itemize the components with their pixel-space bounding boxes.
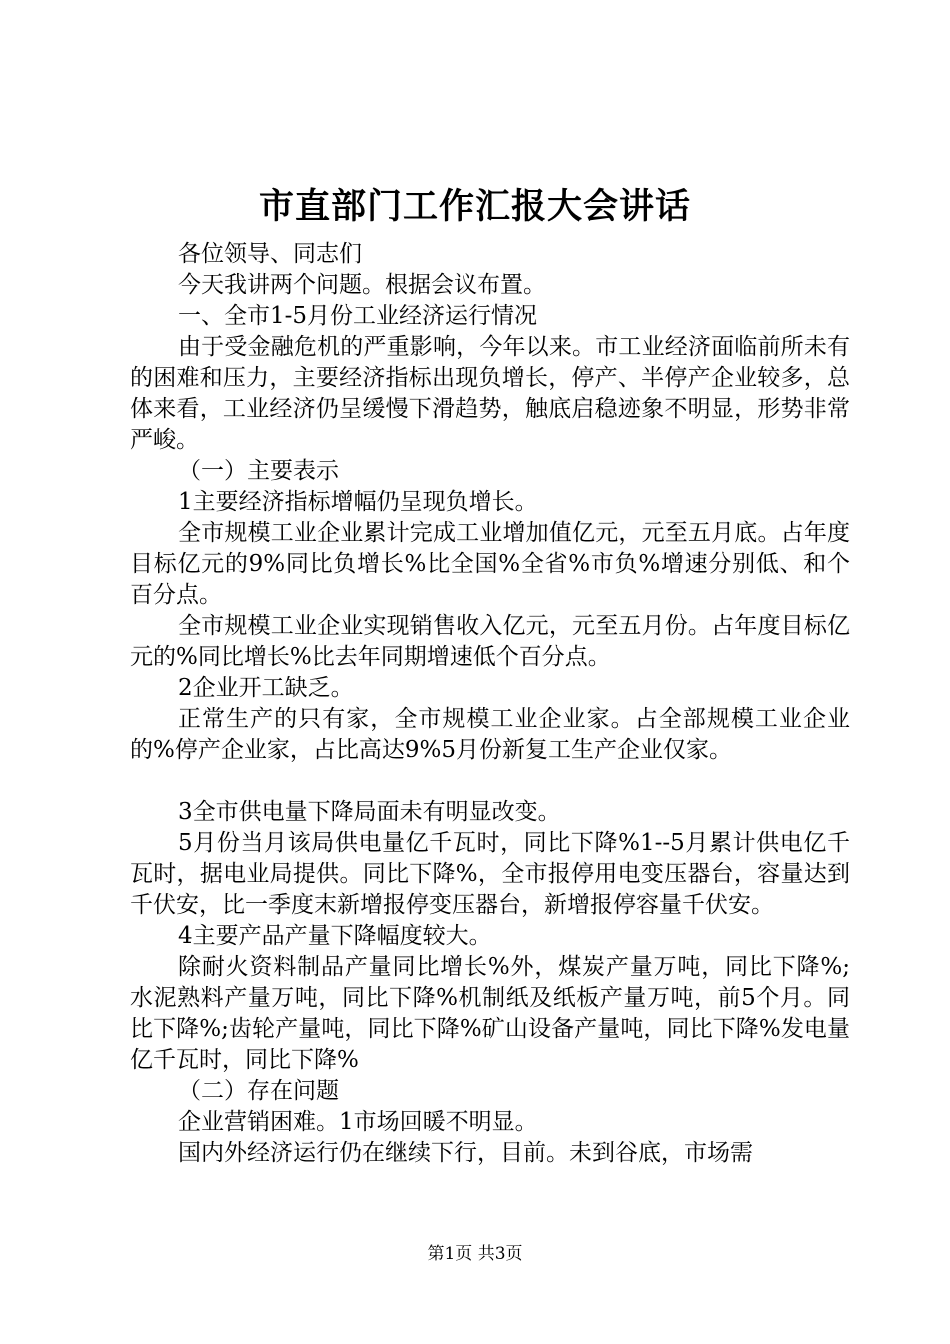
- paragraph: 全市规模工业企业累计完成工业增加值亿元，元至五月底。占年度目标亿元的9%同比负增长%比全国%全省%市负%增速分别低、和个百分点。: [130, 520, 850, 608]
- document-title: 市直部门工作汇报大会讲话: [258, 186, 691, 227]
- paragraph: 全市规模工业企业实现销售收入亿元，元至五月份。占年度目标亿元的%同比增长%比去年同期增速低个百分点。: [130, 613, 850, 670]
- paragraph: 今天我讲两个问题。根据会议布置。: [178, 272, 546, 298]
- subsection-heading: （一）主要表示: [178, 458, 339, 484]
- paragraph: 国内外经济运行仍在继续下行，目前。未到谷底，市场需: [178, 1140, 753, 1166]
- paragraph: 正常生产的只有家，全市规模工业企业家。占全部规模工业企业的%停产企业家，占比高达9%5月份新复工生产企业仅家。: [130, 706, 850, 763]
- item-heading: 2企业开工缺乏。: [178, 675, 354, 701]
- item-heading: 1主要经济指标增幅仍呈现负增长。: [178, 489, 538, 515]
- section-heading: 一、全市1-5月份工业经济运行情况: [178, 303, 538, 329]
- paragraph: 5月份当月该局供电量亿千瓦时，同比下降%1--5月累计供电亿千瓦时，据电业局提供。同比下降%，全市报停用电变压器台，容量达到千伏安，比一季度末新增报停变压器台，新增报停容量千伏安。: [130, 830, 850, 918]
- page-footer: 第1页 共3页: [427, 1244, 523, 1264]
- salutation: 各位领导、同志们: [178, 241, 362, 267]
- item-heading: 4主要产品产量下降幅度较大。: [178, 923, 492, 949]
- item-heading: 3全市供电量下降局面未有明显改变。: [178, 799, 561, 825]
- paragraph: 除耐火资料制品产量同比增长%外，煤炭产量万吨，同比下降%;水泥熟料产量万吨，同比下降%机制纸及纸板产量万吨，前5个月。同比下降%;齿轮产量吨，同比下降%矿山设备产量吨，同比下降%发电量亿千瓦时，同比下降%: [130, 954, 850, 1073]
- subsection-heading: （二）存在问题: [178, 1078, 339, 1104]
- paragraph: 由于受金融危机的严重影响，今年以来。市工业经济面临前所未有的困难和压力，主要经济指标出现负增长，停产、半停产企业较多，总体来看，工业经济仍呈缓慢下滑趋势，触底启稳迹象不明显，形势非常严峻。: [130, 334, 850, 453]
- document-body: [130, 239, 850, 1169]
- item-heading: 企业营销困难。1市场回暖不明显。: [178, 1109, 538, 1135]
